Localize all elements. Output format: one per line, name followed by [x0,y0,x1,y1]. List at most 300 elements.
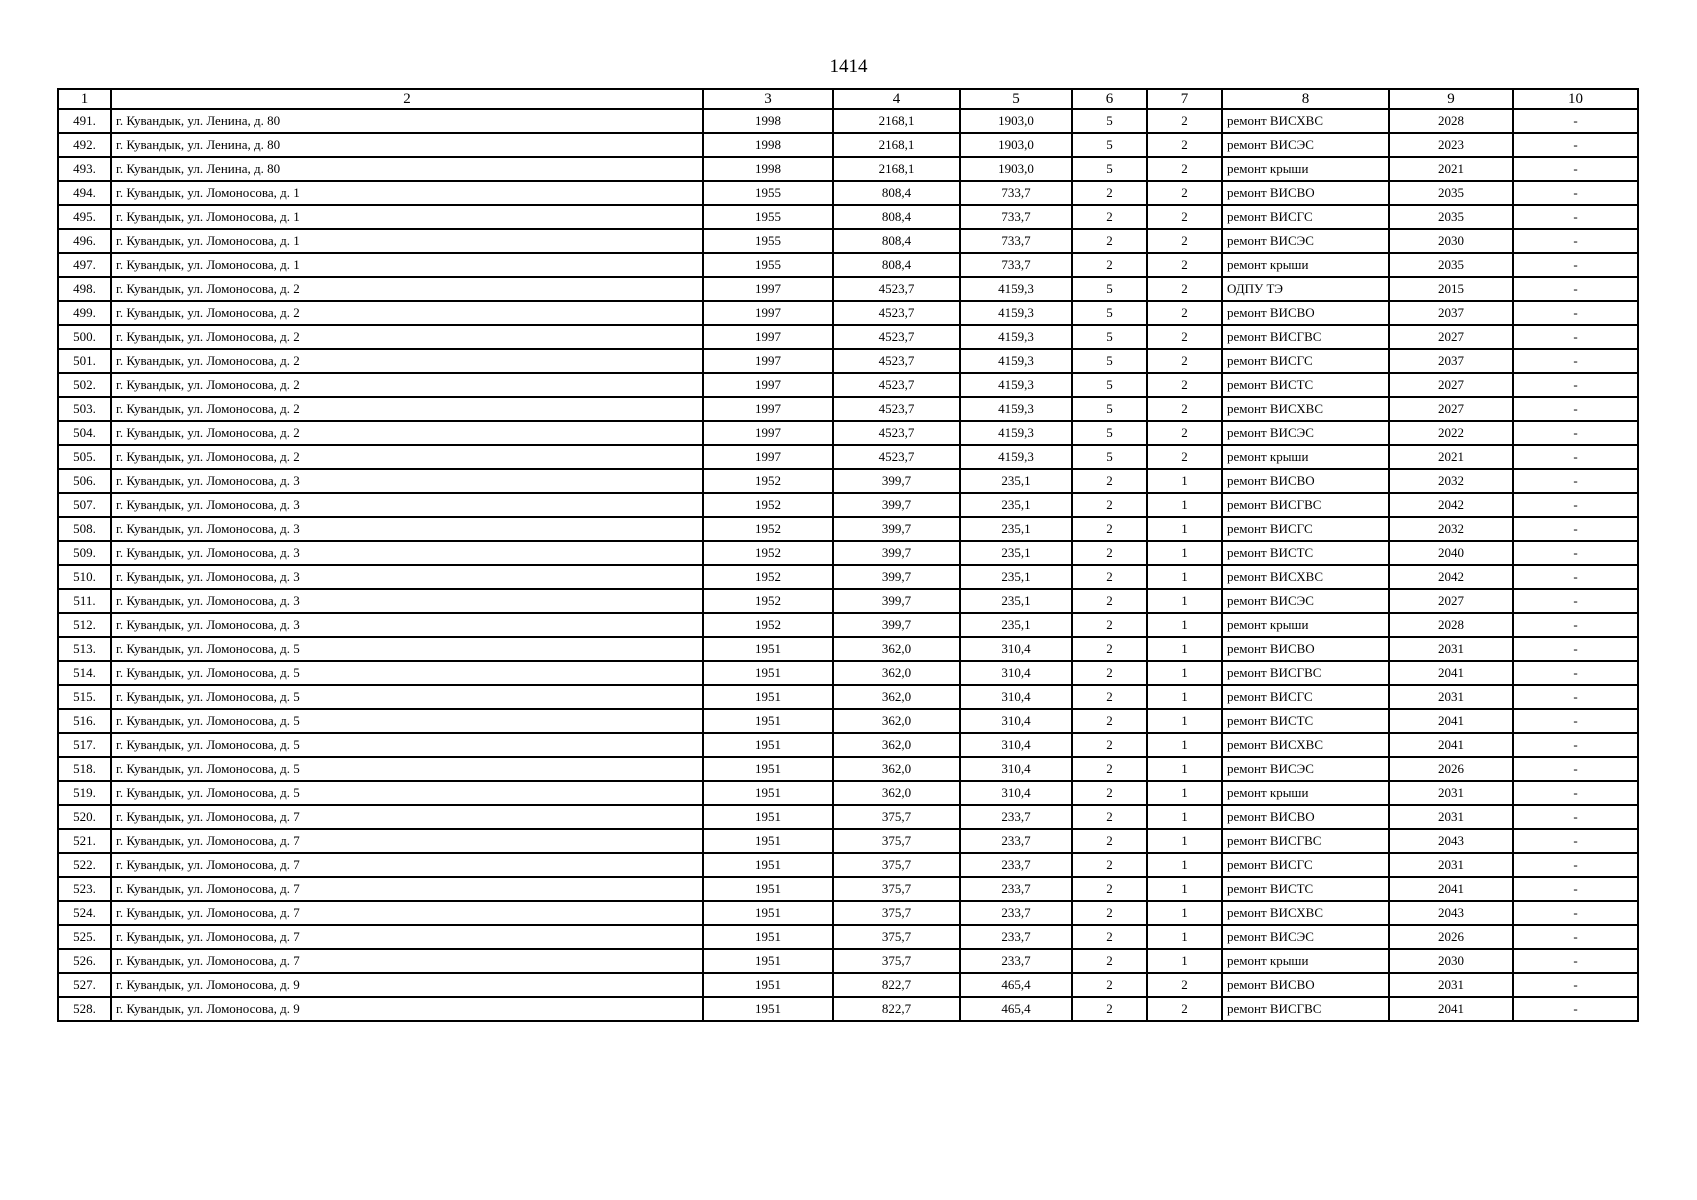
year-built-cell: 1951 [703,829,833,853]
floors-cell: 5 [1072,133,1147,157]
work-type-cell: ремонт ВИСГВС [1222,493,1389,517]
year-built-cell: 1997 [703,325,833,349]
table-row [58,229,1638,253]
planned-year-cell: 2023 [1389,133,1513,157]
work-type-cell: ремонт крыши [1222,253,1389,277]
year-built-cell: 1951 [703,805,833,829]
floors-cell: 2 [1072,541,1147,565]
table-row [58,493,1638,517]
floors-cell: 2 [1072,661,1147,685]
living-area-cell: 733,7 [960,181,1072,205]
row-number-cell: 499. [58,301,111,325]
total-area-cell: 375,7 [833,925,960,949]
work-type-cell: ремонт ВИСГВС [1222,325,1389,349]
year-built-cell: 1952 [703,541,833,565]
row-number-cell: 508. [58,517,111,541]
entrances-cell: 2 [1147,421,1222,445]
year-built-cell: 1952 [703,493,833,517]
work-type-cell: ремонт ВИСТС [1222,373,1389,397]
total-area-cell: 4523,7 [833,301,960,325]
total-area-cell: 399,7 [833,469,960,493]
year-built-cell: 1951 [703,973,833,997]
planned-year-cell: 2037 [1389,349,1513,373]
floors-cell: 2 [1072,493,1147,517]
total-area-cell: 808,4 [833,229,960,253]
row-number-cell: 515. [58,685,111,709]
floors-cell: 5 [1072,421,1147,445]
planned-year-cell: 2031 [1389,805,1513,829]
floors-cell: 2 [1072,613,1147,637]
living-area-cell: 4159,3 [960,325,1072,349]
row-number-cell: 492. [58,133,111,157]
note-cell: - [1513,661,1638,685]
total-area-cell: 808,4 [833,205,960,229]
year-built-cell: 1998 [703,133,833,157]
address-cell: г. Кувандык, ул. Ломоносова, д. 2 [111,277,703,301]
entrances-cell: 1 [1147,781,1222,805]
table-row [58,853,1638,877]
floors-cell: 2 [1072,877,1147,901]
repair-schedule-table [57,88,1639,1022]
row-number-cell: 505. [58,445,111,469]
row-number-cell: 495. [58,205,111,229]
row-number-cell: 511. [58,589,111,613]
planned-year-cell: 2043 [1389,901,1513,925]
note-cell: - [1513,181,1638,205]
table-row [58,997,1638,1021]
planned-year-cell: 2026 [1389,757,1513,781]
work-type-cell: ремонт ВИСХВС [1222,901,1389,925]
work-type-cell: ремонт ВИСВО [1222,637,1389,661]
living-area-cell: 733,7 [960,253,1072,277]
column-header: 6 [1072,89,1147,109]
planned-year-cell: 2027 [1389,373,1513,397]
planned-year-cell: 2035 [1389,253,1513,277]
table-row [58,637,1638,661]
floors-cell: 2 [1072,205,1147,229]
work-type-cell: ремонт ВИСЭС [1222,925,1389,949]
note-cell: - [1513,781,1638,805]
work-type-cell: ремонт ВИСВО [1222,181,1389,205]
address-cell: г. Кувандык, ул. Ломоносова, д. 1 [111,253,703,277]
address-cell: г. Кувандык, ул. Ломоносова, д. 3 [111,565,703,589]
planned-year-cell: 2031 [1389,685,1513,709]
total-area-cell: 362,0 [833,637,960,661]
column-header: 3 [703,89,833,109]
work-type-cell: ремонт ВИСВО [1222,301,1389,325]
entrances-cell: 2 [1147,325,1222,349]
year-built-cell: 1951 [703,949,833,973]
floors-cell: 2 [1072,805,1147,829]
work-type-cell: ремонт ВИСГС [1222,349,1389,373]
table-row [58,973,1638,997]
address-cell: г. Кувандык, ул. Ломоносова, д. 3 [111,613,703,637]
year-built-cell: 1951 [703,877,833,901]
planned-year-cell: 2040 [1389,541,1513,565]
work-type-cell: ремонт ВИСХВС [1222,109,1389,133]
note-cell: - [1513,421,1638,445]
year-built-cell: 1951 [703,853,833,877]
address-cell: г. Кувандык, ул. Ломоносова, д. 7 [111,877,703,901]
table-row [58,253,1638,277]
entrances-cell: 1 [1147,949,1222,973]
table-row [58,205,1638,229]
floors-cell: 2 [1072,709,1147,733]
floors-cell: 2 [1072,781,1147,805]
work-type-cell: ремонт ВИСХВС [1222,733,1389,757]
planned-year-cell: 2028 [1389,613,1513,637]
row-number-cell: 525. [58,925,111,949]
note-cell: - [1513,541,1638,565]
planned-year-cell: 2015 [1389,277,1513,301]
note-cell: - [1513,589,1638,613]
row-number-cell: 493. [58,157,111,181]
planned-year-cell: 2041 [1389,733,1513,757]
total-area-cell: 375,7 [833,829,960,853]
floors-cell: 2 [1072,733,1147,757]
table-row [58,421,1638,445]
entrances-cell: 1 [1147,541,1222,565]
note-cell: - [1513,685,1638,709]
address-cell: г. Кувандык, ул. Ломоносова, д. 9 [111,973,703,997]
total-area-cell: 375,7 [833,949,960,973]
column-header: 10 [1513,89,1638,109]
address-cell: г. Кувандык, ул. Ломоносова, д. 3 [111,493,703,517]
column-header: 9 [1389,89,1513,109]
living-area-cell: 233,7 [960,853,1072,877]
floors-cell: 5 [1072,109,1147,133]
address-cell: г. Кувандык, ул. Ломоносова, д. 3 [111,541,703,565]
note-cell: - [1513,901,1638,925]
year-built-cell: 1955 [703,253,833,277]
floors-cell: 2 [1072,925,1147,949]
floors-cell: 5 [1072,301,1147,325]
entrances-cell: 2 [1147,229,1222,253]
living-area-cell: 233,7 [960,901,1072,925]
planned-year-cell: 2042 [1389,493,1513,517]
work-type-cell: ремонт ВИСТС [1222,541,1389,565]
living-area-cell: 1903,0 [960,109,1072,133]
year-built-cell: 1955 [703,181,833,205]
planned-year-cell: 2037 [1389,301,1513,325]
living-area-cell: 310,4 [960,709,1072,733]
work-type-cell: ремонт ВИСХВС [1222,397,1389,421]
work-type-cell: ремонт ВИСГВС [1222,829,1389,853]
entrances-cell: 2 [1147,253,1222,277]
planned-year-cell: 2030 [1389,229,1513,253]
work-type-cell: ремонт ВИСЭС [1222,229,1389,253]
address-cell: г. Кувандык, ул. Ломоносова, д. 2 [111,373,703,397]
work-type-cell: ремонт крыши [1222,781,1389,805]
total-area-cell: 808,4 [833,253,960,277]
note-cell: - [1513,373,1638,397]
row-number-cell: 524. [58,901,111,925]
entrances-cell: 1 [1147,757,1222,781]
address-cell: г. Кувандык, ул. Ленина, д. 80 [111,109,703,133]
floors-cell: 2 [1072,181,1147,205]
row-number-cell: 510. [58,565,111,589]
work-type-cell: ремонт ВИСГВС [1222,997,1389,1021]
year-built-cell: 1951 [703,901,833,925]
column-header: 5 [960,89,1072,109]
living-area-cell: 1903,0 [960,157,1072,181]
table-body [58,109,1638,1021]
living-area-cell: 233,7 [960,925,1072,949]
note-cell: - [1513,469,1638,493]
row-number-cell: 527. [58,973,111,997]
table-row [58,565,1638,589]
address-cell: г. Кувандык, ул. Ломоносова, д. 5 [111,733,703,757]
entrances-cell: 1 [1147,469,1222,493]
living-area-cell: 465,4 [960,973,1072,997]
planned-year-cell: 2042 [1389,565,1513,589]
entrances-cell: 1 [1147,805,1222,829]
living-area-cell: 4159,3 [960,373,1072,397]
living-area-cell: 4159,3 [960,277,1072,301]
address-cell: г. Кувандык, ул. Ломоносова, д. 5 [111,661,703,685]
address-cell: г. Кувандык, ул. Ломоносова, д. 2 [111,349,703,373]
row-number-cell: 517. [58,733,111,757]
year-built-cell: 1955 [703,205,833,229]
work-type-cell: ремонт крыши [1222,613,1389,637]
table-row [58,517,1638,541]
year-built-cell: 1997 [703,445,833,469]
planned-year-cell: 2027 [1389,589,1513,613]
year-built-cell: 1955 [703,229,833,253]
living-area-cell: 4159,3 [960,421,1072,445]
year-built-cell: 1997 [703,277,833,301]
total-area-cell: 399,7 [833,517,960,541]
total-area-cell: 822,7 [833,997,960,1021]
note-cell: - [1513,949,1638,973]
floors-cell: 2 [1072,997,1147,1021]
year-built-cell: 1997 [703,421,833,445]
total-area-cell: 4523,7 [833,349,960,373]
floors-cell: 5 [1072,157,1147,181]
floors-cell: 2 [1072,973,1147,997]
address-cell: г. Кувандык, ул. Ломоносова, д. 7 [111,925,703,949]
table-row [58,373,1638,397]
row-number-cell: 519. [58,781,111,805]
table-row [58,277,1638,301]
total-area-cell: 399,7 [833,589,960,613]
page-number: 1414 [829,56,868,77]
total-area-cell: 362,0 [833,757,960,781]
floors-cell: 2 [1072,757,1147,781]
planned-year-cell: 2022 [1389,421,1513,445]
total-area-cell: 362,0 [833,733,960,757]
total-area-cell: 2168,1 [833,109,960,133]
living-area-cell: 310,4 [960,757,1072,781]
entrances-cell: 1 [1147,925,1222,949]
total-area-cell: 4523,7 [833,277,960,301]
entrances-cell: 2 [1147,133,1222,157]
floors-cell: 2 [1072,901,1147,925]
note-cell: - [1513,997,1638,1021]
planned-year-cell: 2041 [1389,661,1513,685]
row-number-cell: 526. [58,949,111,973]
living-area-cell: 235,1 [960,613,1072,637]
planned-year-cell: 2027 [1389,397,1513,421]
work-type-cell: ремонт ВИСЭС [1222,757,1389,781]
row-number-cell: 504. [58,421,111,445]
entrances-cell: 1 [1147,877,1222,901]
entrances-cell: 1 [1147,589,1222,613]
planned-year-cell: 2031 [1389,973,1513,997]
row-number-cell: 506. [58,469,111,493]
table-row [58,901,1638,925]
table-row [58,661,1638,685]
total-area-cell: 399,7 [833,541,960,565]
table-row [58,685,1638,709]
floors-cell: 5 [1072,349,1147,373]
note-cell: - [1513,301,1638,325]
address-cell: г. Кувандык, ул. Ломоносова, д. 3 [111,469,703,493]
work-type-cell: ремонт ВИСГС [1222,205,1389,229]
work-type-cell: ремонт ВИСВО [1222,973,1389,997]
living-area-cell: 233,7 [960,805,1072,829]
year-built-cell: 1952 [703,613,833,637]
table-row [58,829,1638,853]
note-cell: - [1513,757,1638,781]
row-number-cell: 501. [58,349,111,373]
planned-year-cell: 2041 [1389,997,1513,1021]
entrances-cell: 1 [1147,829,1222,853]
address-cell: г. Кувандык, ул. Ломоносова, д. 5 [111,637,703,661]
work-type-cell: ремонт ВИСВО [1222,469,1389,493]
note-cell: - [1513,253,1638,277]
address-cell: г. Кувандык, ул. Ломоносова, д. 1 [111,205,703,229]
total-area-cell: 4523,7 [833,445,960,469]
row-number-cell: 502. [58,373,111,397]
row-number-cell: 509. [58,541,111,565]
living-area-cell: 235,1 [960,517,1072,541]
work-type-cell: ремонт ВИСХВС [1222,565,1389,589]
address-cell: г. Кувандык, ул. Ломоносова, д. 5 [111,709,703,733]
living-area-cell: 233,7 [960,949,1072,973]
floors-cell: 2 [1072,853,1147,877]
address-cell: г. Кувандык, ул. Ломоносова, д. 2 [111,421,703,445]
living-area-cell: 733,7 [960,205,1072,229]
table-row [58,445,1638,469]
note-cell: - [1513,613,1638,637]
living-area-cell: 4159,3 [960,445,1072,469]
planned-year-cell: 2043 [1389,829,1513,853]
row-number-cell: 518. [58,757,111,781]
living-area-cell: 233,7 [960,877,1072,901]
note-cell: - [1513,205,1638,229]
work-type-cell: ОДПУ ТЭ [1222,277,1389,301]
work-type-cell: ремонт ВИСГС [1222,517,1389,541]
living-area-cell: 233,7 [960,829,1072,853]
year-built-cell: 1952 [703,517,833,541]
total-area-cell: 2168,1 [833,133,960,157]
address-cell: г. Кувандык, ул. Ломоносова, д. 2 [111,445,703,469]
entrances-cell: 1 [1147,709,1222,733]
entrances-cell: 2 [1147,997,1222,1021]
living-area-cell: 235,1 [960,541,1072,565]
living-area-cell: 733,7 [960,229,1072,253]
floors-cell: 2 [1072,829,1147,853]
work-type-cell: ремонт ВИСГС [1222,685,1389,709]
address-cell: г. Кувандык, ул. Ломоносова, д. 2 [111,301,703,325]
planned-year-cell: 2035 [1389,205,1513,229]
entrances-cell: 1 [1147,733,1222,757]
floors-cell: 2 [1072,685,1147,709]
entrances-cell: 2 [1147,973,1222,997]
total-area-cell: 399,7 [833,493,960,517]
row-number-cell: 494. [58,181,111,205]
note-cell: - [1513,109,1638,133]
total-area-cell: 362,0 [833,781,960,805]
planned-year-cell: 2041 [1389,877,1513,901]
year-built-cell: 1997 [703,373,833,397]
planned-year-cell: 2041 [1389,709,1513,733]
note-cell: - [1513,973,1638,997]
address-cell: г. Кувандык, ул. Ленина, д. 80 [111,157,703,181]
floors-cell: 5 [1072,325,1147,349]
row-number-cell: 513. [58,637,111,661]
work-type-cell: ремонт ВИСТС [1222,877,1389,901]
floors-cell: 2 [1072,589,1147,613]
year-built-cell: 1998 [703,109,833,133]
row-number-cell: 500. [58,325,111,349]
address-cell: г. Кувандык, ул. Ломоносова, д. 5 [111,781,703,805]
entrances-cell: 1 [1147,565,1222,589]
entrances-cell: 1 [1147,901,1222,925]
planned-year-cell: 2021 [1389,445,1513,469]
row-number-cell: 521. [58,829,111,853]
entrances-cell: 1 [1147,637,1222,661]
address-cell: г. Кувандык, ул. Ломоносова, д. 2 [111,397,703,421]
year-built-cell: 1952 [703,589,833,613]
year-built-cell: 1951 [703,685,833,709]
row-number-cell: 528. [58,997,111,1021]
table-row [58,757,1638,781]
note-cell: - [1513,637,1638,661]
address-cell: г. Кувандык, ул. Ломоносова, д. 2 [111,325,703,349]
entrances-cell: 2 [1147,445,1222,469]
address-cell: г. Кувандык, ул. Ломоносова, д. 7 [111,901,703,925]
total-area-cell: 4523,7 [833,421,960,445]
entrances-cell: 2 [1147,349,1222,373]
year-built-cell: 1952 [703,469,833,493]
note-cell: - [1513,805,1638,829]
entrances-cell: 1 [1147,853,1222,877]
living-area-cell: 310,4 [960,685,1072,709]
table-row [58,877,1638,901]
row-number-cell: 522. [58,853,111,877]
address-cell: г. Кувандык, ул. Ломоносова, д. 5 [111,757,703,781]
total-area-cell: 808,4 [833,181,960,205]
note-cell: - [1513,877,1638,901]
note-cell: - [1513,133,1638,157]
planned-year-cell: 2032 [1389,469,1513,493]
year-built-cell: 1951 [703,925,833,949]
entrances-cell: 2 [1147,109,1222,133]
table-row [58,133,1638,157]
floors-cell: 5 [1072,397,1147,421]
note-cell: - [1513,733,1638,757]
entrances-cell: 2 [1147,373,1222,397]
living-area-cell: 235,1 [960,589,1072,613]
row-number-cell: 491. [58,109,111,133]
floors-cell: 2 [1072,469,1147,493]
address-cell: г. Кувандык, ул. Ломоносова, д. 9 [111,997,703,1021]
total-area-cell: 2168,1 [833,157,960,181]
living-area-cell: 310,4 [960,781,1072,805]
work-type-cell: ремонт крыши [1222,157,1389,181]
